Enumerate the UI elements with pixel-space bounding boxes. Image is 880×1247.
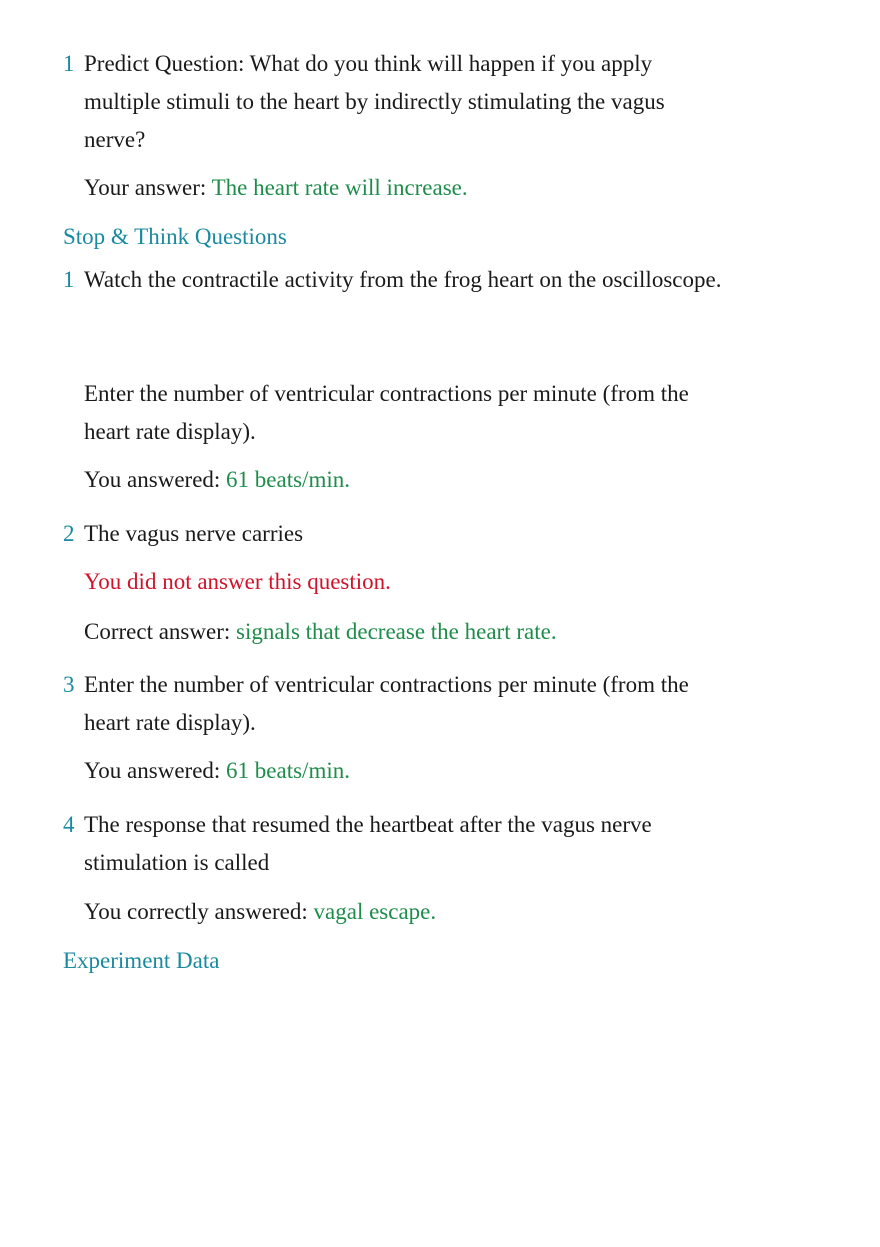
question-text: Watch the contractile activity from the frog heart on the oscilloscope.: [84, 267, 722, 292]
correct-value: signals that decrease the heart rate.: [236, 619, 557, 644]
answer-value: The heart rate will increase.: [211, 175, 468, 200]
answer-value: 61 beats/min.: [226, 758, 350, 783]
correct-prefix: Correct answer:: [84, 619, 236, 644]
question-text: Predict Question: What do you think will happen if you apply multiple stimuli to the heart by indirectly stimulating the vagus nerve?: [84, 51, 665, 152]
section-title-stop-think: Stop & Think Questions: [63, 224, 287, 249]
q2-correct-line: [84, 617, 557, 647]
question-number: 1: [63, 51, 75, 76]
q1-answer-line: [84, 465, 350, 495]
question-number: 4: [63, 812, 75, 837]
q3-answer-line: [84, 756, 350, 786]
answer-value: 61 beats/min.: [226, 467, 350, 492]
answer-value: vagal escape.: [313, 899, 437, 924]
question-text: The response that resumed the heartbeat after the vagus nerve stimulation is called: [84, 812, 652, 875]
predict-answer-line: [84, 173, 468, 203]
question-number: 2: [63, 521, 75, 546]
question-text: Enter the number of ventricular contractions per minute (from the heart rate display).: [84, 672, 689, 735]
question-text-continued: Enter the number of ventricular contractions per minute (from the heart rate display).: [84, 381, 689, 444]
question-number: 3: [63, 672, 75, 697]
answer-prefix: Your answer:: [84, 175, 212, 200]
question-text: The vagus nerve carries: [84, 521, 304, 546]
answer-prefix: You answered:: [84, 467, 227, 492]
no-answer-notice: You did not answer this question.: [84, 569, 391, 594]
answer-prefix: You correctly answered:: [84, 899, 314, 924]
q4-answer-line: [84, 897, 436, 927]
answer-prefix: You answered:: [84, 758, 227, 783]
question-number: 1: [63, 267, 75, 292]
section-title-experiment-data: Experiment Data: [63, 948, 220, 973]
